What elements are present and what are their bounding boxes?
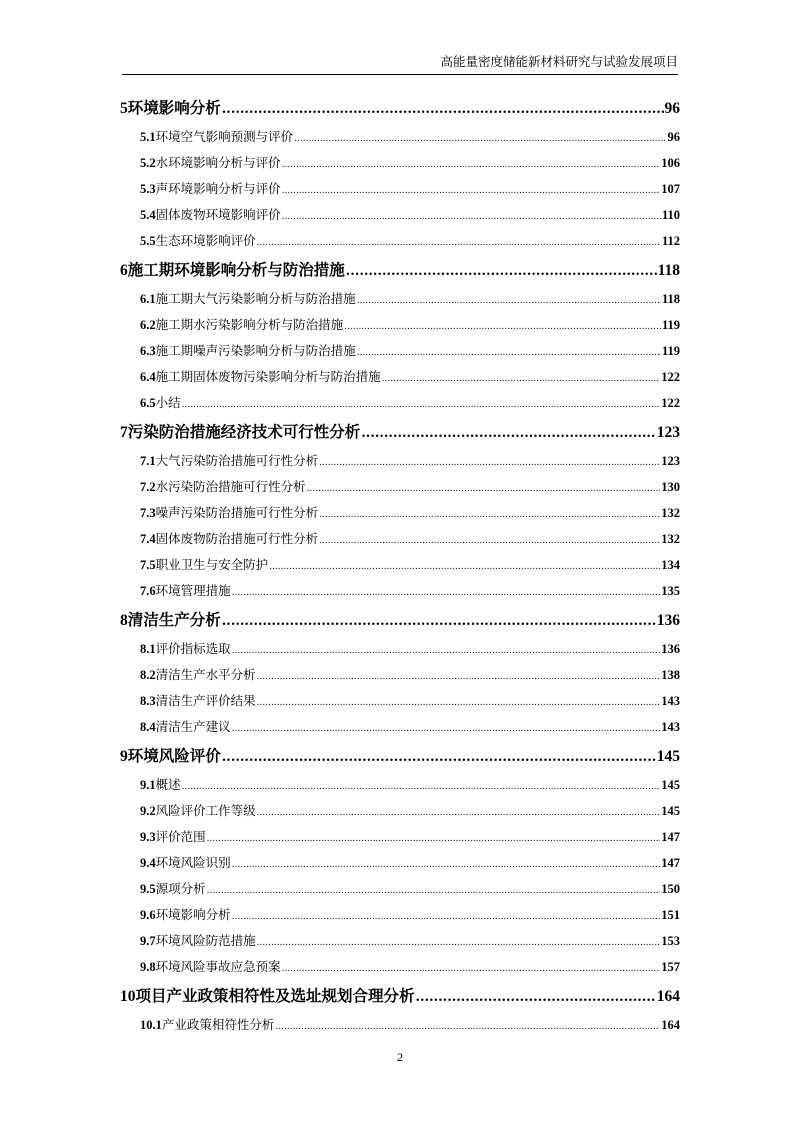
toc-section-entry[interactable] [120,1012,680,1038]
toc-dot-leader [275,1014,660,1040]
toc-dot-leader [257,690,661,716]
toc-entry-page: 122 [661,396,680,410]
toc-entry-page: 138 [661,668,680,682]
toc-entry-number: 9 [120,748,128,765]
table-of-contents [120,92,680,1038]
toc-chapter-entry[interactable] [120,254,680,286]
toc-section-entry[interactable] [120,202,680,228]
toc-entry-number: 6.2 [140,318,156,332]
toc-entry-title: 施工期噪声污染影响分析与防治措施 [155,343,356,358]
toc-entry-title: 职业卫生与安全防护 [155,557,269,572]
toc-entry-title: 施工期大气污染影响分析与防治措施 [155,291,356,306]
toc-dot-leader [294,126,666,152]
toc-entry-number: 9.4 [140,856,156,870]
toc-entry-title: 水环境影响分析与评价 [155,155,281,170]
toc-dot-leader [232,852,661,878]
toc-entry-page: 119 [661,318,680,332]
toc-entry-page: 151 [661,908,680,922]
toc-entry-title: 环境影响分析 [127,99,221,117]
toc-section-entry[interactable] [120,714,680,740]
toc-section-entry[interactable] [120,124,680,150]
toc-entry-title: 评价指标选取 [155,641,231,656]
toc-dot-leader [222,94,664,126]
toc-section-entry[interactable] [120,954,680,980]
toc-entry-title: 环境风险识别 [155,855,231,870]
toc-section-entry[interactable] [120,824,680,850]
toc-entry-title: 污染防治措施经济技术可行性分析 [127,423,361,441]
toc-dot-leader [357,288,661,314]
toc-entry-number: 9.8 [140,960,156,974]
toc-entry-number: 6.5 [140,396,156,410]
toc-section-entry[interactable] [120,928,680,954]
toc-entry-page: 132 [661,506,680,520]
toc-entry-title: 清洁生产分析 [127,611,221,629]
toc-dot-leader [319,502,660,528]
toc-entry-number: 9.3 [140,830,156,844]
toc-entry-page: 132 [661,532,680,546]
toc-entry-title: 清洁生产水平分析 [155,667,256,682]
toc-dot-leader [257,800,661,826]
toc-entry-number: 5.1 [140,130,156,144]
toc-entry-title: 施工期水污染影响分析与防治措施 [155,317,344,332]
toc-entry-title: 风险评价工作等级 [155,803,256,818]
toc-entry-number: 7.4 [140,532,156,546]
toc-entry-page: 118 [661,292,680,306]
toc-entry-number: 5.5 [140,234,156,248]
toc-entry-page: 123 [661,454,680,468]
toc-entry-title: 源项分析 [155,881,206,896]
toc-entry-title: 评价范围 [155,829,206,844]
toc-dot-leader [257,930,661,956]
toc-entry-title: 声环境影响分析与评价 [155,181,281,196]
toc-dot-leader [282,956,661,982]
toc-dot-leader [319,450,660,476]
toc-entry-title: 生态环境影响评价 [155,233,256,248]
toc-entry-page: 112 [661,234,680,248]
running-header [122,52,678,75]
toc-section-entry[interactable] [120,688,680,714]
toc-section-entry[interactable] [120,902,680,928]
toc-entry-number: 7.6 [140,584,156,598]
toc-dot-leader [269,554,660,580]
toc-entry-page: 107 [661,182,680,196]
toc-entry-page: 145 [661,778,680,792]
toc-chapter-entry[interactable] [120,980,680,1012]
toc-entry-page: 136 [656,612,680,629]
toc-section-entry[interactable] [120,850,680,876]
toc-entry-title: 清洁生产评价结果 [155,693,256,708]
toc-entry-page: 119 [661,344,680,358]
toc-entry-page: 106 [661,156,680,170]
toc-entry-number: 9.7 [140,934,156,948]
toc-entry-number: 6 [120,262,128,279]
page-number: 2 [397,1050,403,1064]
toc-section-entry[interactable] [120,176,680,202]
toc-dot-leader [282,204,661,230]
toc-dot-leader [344,314,661,340]
toc-entry-number: 8 [120,612,128,629]
toc-entry-page: 96 [664,100,680,117]
toc-entry-number: 9.6 [140,908,156,922]
toc-entry-page: 136 [661,642,680,656]
toc-entry-number: 5.3 [140,182,156,196]
toc-entry-number: 7 [120,424,128,441]
toc-entry-number: 5.2 [140,156,156,170]
toc-entry-number: 9.5 [140,882,156,896]
toc-dot-leader [232,904,661,930]
toc-entry-number: 8.3 [140,694,156,708]
toc-entry-page: 145 [661,804,680,818]
toc-section-entry[interactable] [120,448,680,474]
toc-chapter-entry[interactable] [120,92,680,124]
toc-entry-title: 产业政策相符性分析 [161,1017,275,1032]
toc-dot-leader [222,606,656,638]
toc-dot-leader [257,230,661,256]
toc-dot-leader [319,528,660,554]
toc-entry-number: 9.1 [140,778,156,792]
toc-entry-page: 164 [656,988,680,1005]
toc-entry-page: 135 [661,584,680,598]
toc-section-entry[interactable] [120,338,680,364]
toc-entry-number: 7.1 [140,454,156,468]
toc-entry-number: 8.1 [140,642,156,656]
toc-entry-page: 147 [661,856,680,870]
toc-entry-number: 10.1 [140,1018,162,1032]
toc-dot-leader [232,638,661,664]
toc-entry-number: 7.5 [140,558,156,572]
toc-entry-page: 147 [661,830,680,844]
toc-entry-title: 环境管理措施 [155,583,231,598]
toc-entry-number: 7.3 [140,506,156,520]
toc-section-entry[interactable] [120,876,680,902]
toc-dot-leader [416,982,656,1014]
toc-dot-leader [232,716,661,742]
toc-entry-page: 122 [661,370,680,384]
toc-entry-page: 118 [657,262,680,279]
toc-entry-title: 施工期环境影响分析与防治措施 [127,261,345,279]
toc-entry-title: 环境影响分析 [155,907,231,922]
toc-dot-leader [282,152,661,178]
toc-entry-number: 6.4 [140,370,156,384]
toc-entry-number: 6.3 [140,344,156,358]
toc-entry-title: 施工期固体废物污染影响分析与防治措施 [155,369,381,384]
toc-entry-title: 固体废物防治措施可行性分析 [155,531,319,546]
toc-section-entry[interactable] [120,526,680,552]
toc-entry-number: 8.2 [140,668,156,682]
toc-entry-page: 164 [661,1018,680,1032]
toc-section-entry[interactable] [120,312,680,338]
toc-entry-page: 134 [661,558,680,572]
toc-entry-title: 环境风险事故应急预案 [155,959,281,974]
toc-entry-title: 环境空气影响预测与评价 [155,129,294,144]
toc-entry-page: 123 [656,424,680,441]
toc-entry-page: 157 [661,960,680,974]
toc-entry-number: 10 [120,988,136,1005]
toc-entry-number: 9.2 [140,804,156,818]
toc-entry-page: 143 [661,720,680,734]
toc-entry-page: 153 [661,934,680,948]
toc-entry-title: 环境风险防范措施 [155,933,256,948]
toc-dot-leader [207,878,661,904]
toc-section-entry[interactable] [120,474,680,500]
toc-dot-leader [307,476,661,502]
toc-chapter-entry[interactable] [120,416,680,448]
toc-entry-page: 145 [656,748,680,765]
toc-section-entry[interactable] [120,772,680,798]
document-title: 高能量密度储能新材料研究与试验发展项目 [440,54,678,69]
toc-entry-page: 130 [661,480,680,494]
toc-dot-leader [182,774,661,800]
toc-dot-leader [222,742,656,774]
toc-entry-page: 150 [661,882,680,896]
toc-entry-number: 7.2 [140,480,156,494]
toc-dot-leader [361,418,655,450]
toc-entry-number: 6.1 [140,292,156,306]
toc-entry-title: 噪声污染防治措施可行性分析 [155,505,319,520]
toc-section-entry[interactable] [120,286,680,312]
toc-entry-page: 96 [667,130,680,144]
toc-section-entry[interactable] [120,798,680,824]
toc-entry-title: 概述 [155,777,181,792]
toc-section-entry[interactable] [120,552,680,578]
toc-entry-number: 8.4 [140,720,156,734]
toc-section-entry[interactable] [120,390,680,416]
toc-section-entry[interactable] [120,500,680,526]
toc-entry-number: 5.4 [140,208,156,222]
toc-entry-title: 水污染防治措施可行性分析 [155,479,306,494]
toc-dot-leader [232,580,661,606]
toc-section-entry[interactable] [120,150,680,176]
toc-entry-title: 清洁生产建议 [155,719,231,734]
toc-entry-number: 5 [120,100,128,117]
toc-entry-title: 项目产业政策相符性及选址规划合理分析 [135,987,415,1005]
toc-dot-leader [257,664,661,690]
toc-section-entry[interactable] [120,662,680,688]
toc-dot-leader [346,256,657,288]
toc-entry-title: 小结 [155,395,181,410]
toc-section-entry[interactable] [120,578,680,604]
toc-chapter-entry[interactable] [120,740,680,772]
toc-entry-page: 110 [661,208,680,222]
toc-chapter-entry[interactable] [120,604,680,636]
toc-entry-title: 环境风险评价 [127,747,221,765]
toc-dot-leader [382,366,661,392]
toc-entry-title: 大气污染防治措施可行性分析 [155,453,319,468]
toc-dot-leader [357,340,661,366]
toc-dot-leader [207,826,661,852]
toc-entry-title: 固体废物环境影响评价 [155,207,281,222]
toc-entry-page: 143 [661,694,680,708]
toc-dot-leader [182,392,661,418]
toc-dot-leader [282,178,661,204]
toc-section-entry[interactable] [120,636,680,662]
toc-section-entry[interactable] [120,364,680,390]
toc-section-entry[interactable] [120,228,680,254]
